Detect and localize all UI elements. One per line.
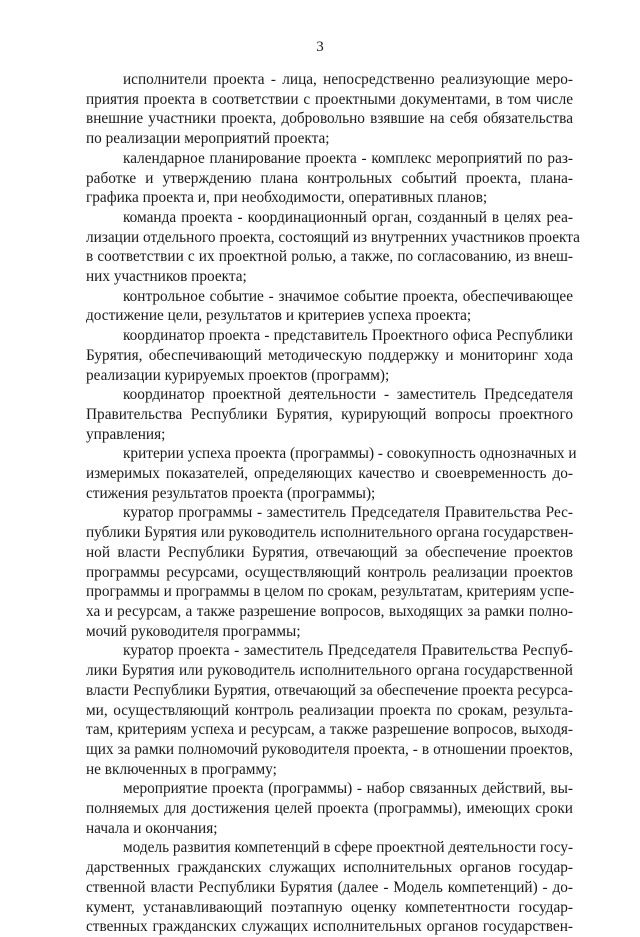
definition-paragraph [86,444,577,503]
text-line: ха и ресурсам, а также разрешение вопросов, выходящих за рамки полно- [86,602,573,620]
text-line: приятия проекта в соответствии с проектными документами, в том числе [86,90,573,108]
definition-paragraph [86,641,573,779]
text-line: ственных гражданских служащих исполнительных органов государствен- [86,918,573,936]
text-line: достижение цели, результатов и критериев успеха проекта; [86,307,472,325]
text-line: ственной власти Республики Бурятия (далее - Модель компетенций) - до- [86,878,573,896]
text-line: Правительства Республики Бурятия, курирующий вопросы проектного [86,405,573,423]
definition-paragraph [86,326,573,385]
text-line: лизации отдельного проекта, состоящий из внутренних участников проекта [86,228,580,246]
text-line: управления; [86,425,166,443]
text-line: публики Бурятия или руководитель исполнительного органа государствен- [86,524,574,542]
text-line: лики Бурятия или руководитель исполнительного органа государственной [86,662,573,680]
definition-paragraph [86,503,573,641]
text-line: команда проекта - координационный орган, созданный в целях реа- [123,208,573,226]
text-line: мероприятие проекта (программы) - набор связанных действий, вы- [123,780,573,798]
definition-paragraph [86,385,573,444]
text-line: координатор проекта - представитель Проектного офиса Республики [123,327,573,345]
text-line: календарное планирование проекта - комплекс мероприятий по раз- [123,149,573,167]
text-line: куратор программы - заместитель Председателя Правительства Рес- [123,504,573,522]
definition-paragraph [86,779,573,838]
text-line: модель развития компетенций в сфере проектной деятельности госу- [123,839,574,857]
text-line: Бурятия, обеспечивающий методическую поддержку и мониторинг хода [86,346,573,364]
text-line: там, критериям успеха и ресурсам, а также разрешение вопросов, выходя- [86,721,573,739]
text-line: программы и программы в целом по срокам, результатам, критериям успе- [86,583,575,601]
text-line: критерии успеха проекта (программы) - совокупность однозначных и [123,445,577,463]
text-line: по реализации мероприятий проекта; [86,130,330,148]
text-line: стижения результатов проекта (программы); [86,484,376,502]
text-line: власти Республики Бурятия, отвечающий за обеспечение проекта ресурса- [86,681,573,699]
text-line: работке и утверждению плана контрольных событий проекта, плана- [86,169,573,187]
definition-paragraph [86,70,573,149]
page-number: 3 [316,39,324,55]
text-line: измеримых показателей, определяющих качество и своевременность до- [86,465,573,483]
text-line: в соответствии с их проектной ролью, а также, по согласованию, из внеш- [86,248,573,266]
text-line: щих за рамки полномочий руководителя проекта, - в отношении проектов, [86,740,573,758]
text-line: ной власти Республики Бурятия, отвечающий за обеспечение проектов [86,543,573,561]
text-line: координатор проектной деятельности - заместитель Председателя [123,386,573,404]
text-line: контрольное событие - значимое событие проекта, обеспечивающее [123,287,573,305]
definition-paragraph [86,287,573,326]
text-line: реализации курируемых проектов (программ); [86,366,390,384]
text-line: исполнители проекта - лица, непосредственно реализующие меро- [123,71,573,88]
text-line: внешние участники проекта, добровольно взявшие на себя обязательства [86,110,573,128]
text-line: кумент, устанавливающий поэтапную оценку компетентности государ- [86,898,573,916]
definition-paragraph [86,149,573,208]
text-line: дарственных гражданских служащих исполнительных органов государ- [86,859,573,877]
text-line: ми, осуществляющий контроль реализации проекта по срокам, результа- [86,701,573,719]
text-line: них участников проекта; [86,268,247,286]
text-line: куратор проекта - заместитель Председателя Правительства Респуб- [123,642,573,660]
document-body [86,70,580,937]
text-line: мочий руководителя программы; [86,622,301,640]
definition-paragraph [86,838,573,937]
text-line: начала и окончания; [86,819,218,837]
text-line: графика проекта и, при необходимости, оперативных планов; [86,189,488,207]
definition-paragraph [86,208,580,287]
text-line: программы ресурсами, осуществляющий контроль реализации проектов [86,563,573,581]
text-line: полняемых для достижения целей проекта (программы), имеющих сроки [86,800,573,818]
text-line: не включенных в программу; [86,760,277,778]
